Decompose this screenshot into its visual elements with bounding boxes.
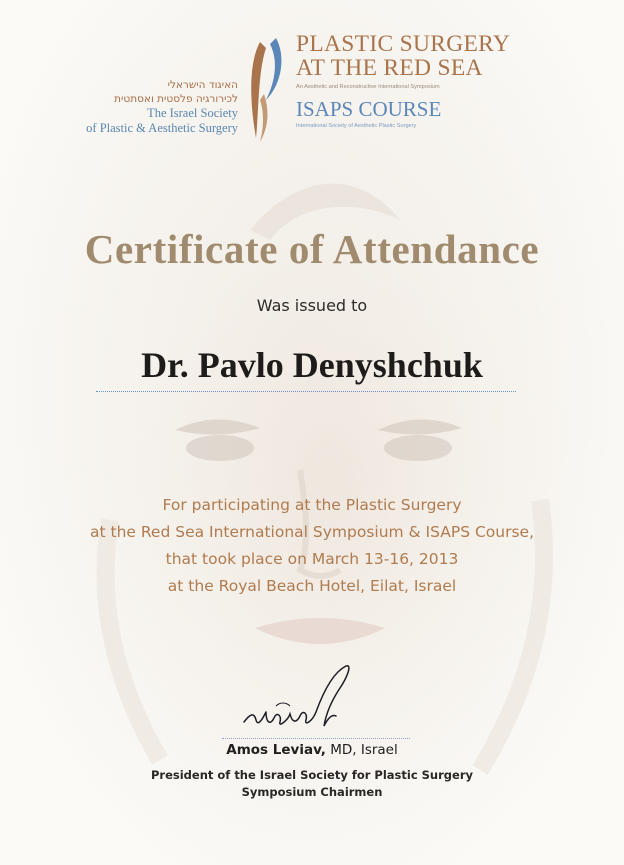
- signatory-name-text: Amos Leviav,: [226, 742, 326, 758]
- description-line: For participating at the Plastic Surgery: [162, 496, 462, 514]
- society-english-line-1: The Israel Society: [147, 106, 238, 120]
- recipient-name: Dr. Pavlo Denyshchuk: [141, 345, 483, 385]
- swirl-logo-icon: [246, 34, 288, 146]
- society-hebrew-line-2: לכירורגיה פלסטית ואסתטית: [114, 93, 238, 105]
- conference-logo: [296, 32, 556, 129]
- society-english-line-2: of Plastic & Aesthetic Surgery: [86, 121, 238, 135]
- description-line: that took place on March 13-16, 2013: [165, 550, 459, 568]
- attendance-description: [0, 492, 624, 600]
- conference-title-line-1: PLASTIC SURGERY: [296, 31, 511, 57]
- signatory-role-line-2: Symposium Chairmen: [241, 785, 383, 799]
- signature-line: [222, 738, 410, 739]
- handwritten-signature: [236, 660, 366, 740]
- course-tagline: International Society of Aesthetic Plastic Surgery: [296, 123, 417, 129]
- conference-title-line-2: AT THE RED SEA: [296, 55, 483, 81]
- signatory-role-line-1: President of the Israel Society for Plastic Surgery: [151, 768, 473, 782]
- israel-society-logo: [38, 78, 238, 136]
- signatory-credentials: MD, Israel: [325, 742, 398, 758]
- description-line: at the Royal Beach Hotel, Eilat, Israel: [167, 577, 457, 595]
- signatory-role: [0, 767, 624, 801]
- description-line: at the Red Sea International Symposium & ISAPS Course,: [89, 523, 535, 541]
- recipient-underline: [96, 391, 516, 392]
- signatory-name: [0, 742, 624, 758]
- issued-to-label: Was issued to: [256, 296, 368, 315]
- course-name: ISAPS COURSE: [296, 97, 442, 121]
- certificate-title: Certificate of Attendance: [84, 226, 540, 272]
- conference-tagline: An Aesthetic and Reconstructive International Symposium: [296, 84, 440, 90]
- society-hebrew-line-1: האיגוד הישראלי: [167, 79, 238, 91]
